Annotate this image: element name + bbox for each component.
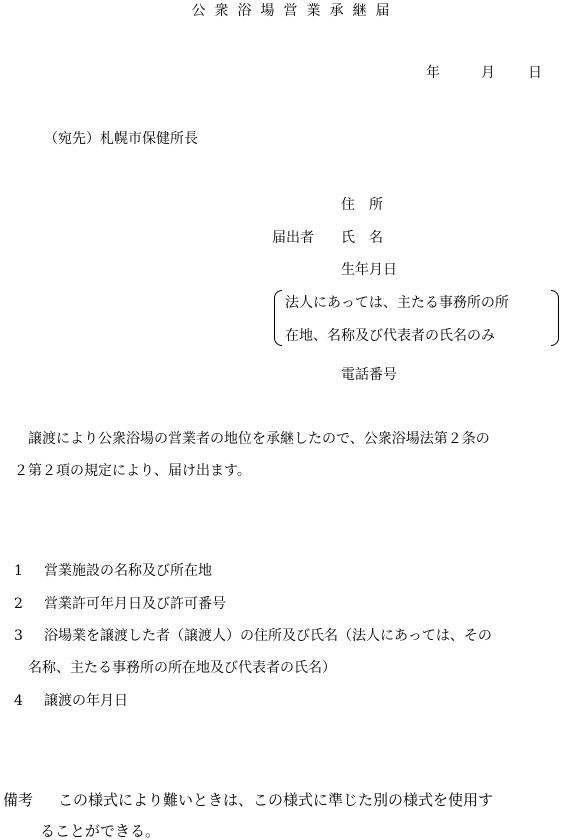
item-text: 浴場業を譲渡した者（譲渡人）の住所及び氏名（法人にあっては、その <box>44 628 492 644</box>
right-bracket <box>551 290 559 346</box>
birthdate-label: 生年月日 <box>341 262 397 278</box>
item-text: 営業許可年月日及び許可番号 <box>44 596 226 612</box>
left-bracket <box>274 290 282 346</box>
date-day-label: 日 <box>528 65 542 81</box>
date-month-label: 月 <box>481 65 495 81</box>
address-label: 住 所 <box>341 197 383 213</box>
date-year-label: 年 <box>426 65 440 81</box>
remarks-label: 備考 <box>3 791 34 809</box>
addressee: （宛先）札幌市保健所長 <box>44 131 198 147</box>
body-text-line1: 譲渡により公衆浴場の営業者の地位を承継したので、公衆浴場法第２条の <box>28 431 490 447</box>
remarks-line2: ることができる。 <box>40 822 161 840</box>
phone-label: 電話番号 <box>341 367 397 383</box>
item-number: 2 <box>14 596 23 612</box>
form-title: 公衆浴場営業承継届 <box>191 3 399 19</box>
item-number: 1 <box>14 563 23 579</box>
notifier-label: 届出者 <box>272 230 314 246</box>
item-number: 4 <box>14 693 23 709</box>
item-text-continuation: 名称、主たる事務所の所在地及び代表者の氏名） <box>28 660 336 676</box>
body-text-line2: ２第２項の規定により、届け出ます。 <box>14 463 251 479</box>
item-text: 営業施設の名称及び所在地 <box>44 563 212 579</box>
item-number: 3 <box>14 628 23 644</box>
name-label: 氏 名 <box>341 230 383 246</box>
remarks-line1: この様式により難いときは、この様式に準じた別の様式を使用す <box>58 791 494 809</box>
corporate-note-line1: 法人にあっては、主たる事務所の所 <box>285 295 509 311</box>
corporate-note-line2: 在地、名称及び代表者の氏名のみ <box>285 328 495 344</box>
item-text: 譲渡の年月日 <box>44 693 128 709</box>
